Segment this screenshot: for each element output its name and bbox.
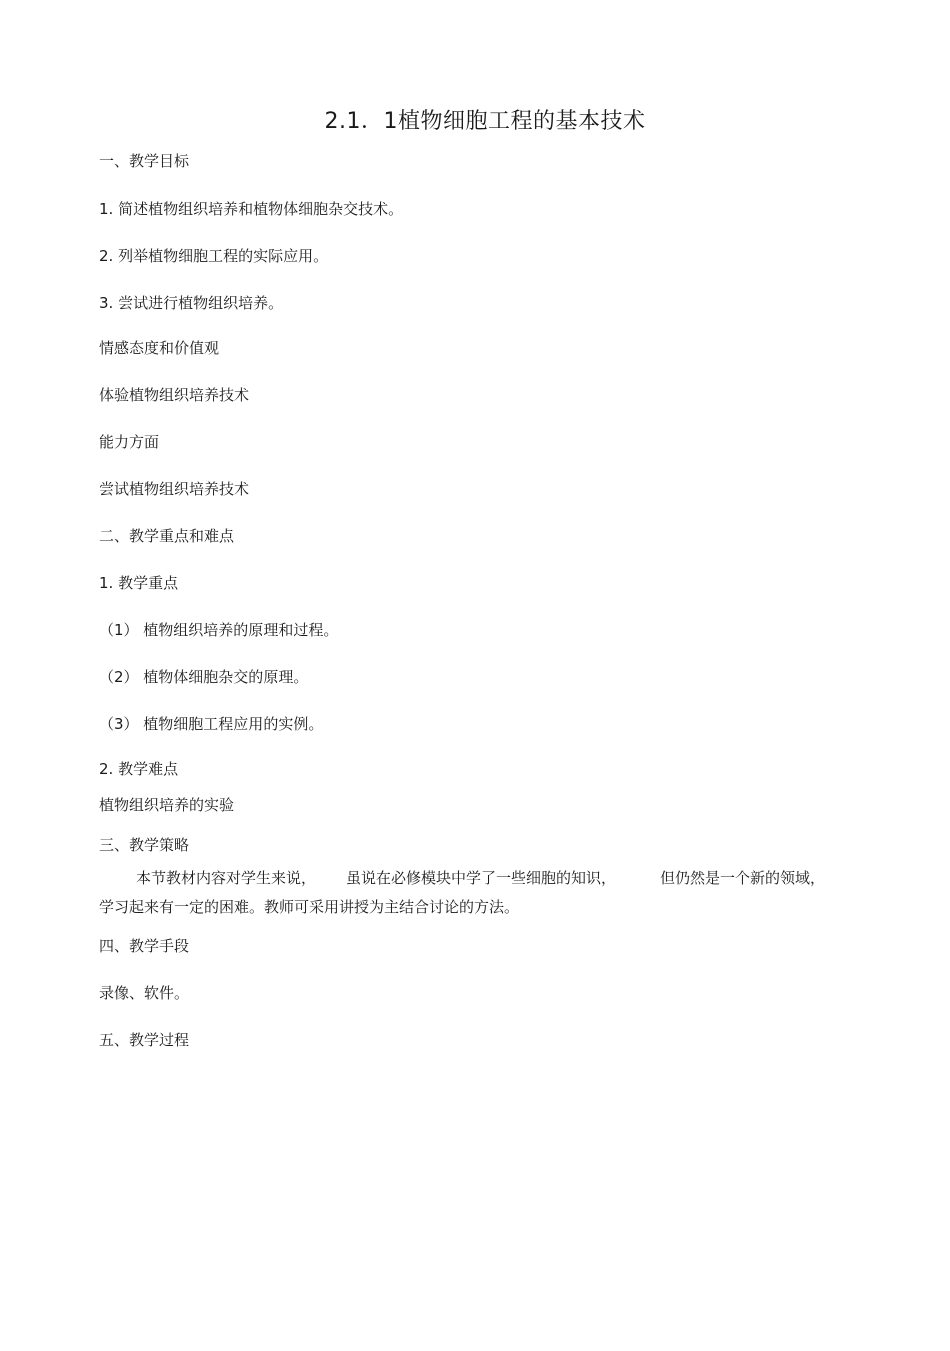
subheading-ability: 能力方面 bbox=[99, 433, 160, 451]
section-heading-means: 四、教学手段 bbox=[99, 937, 190, 955]
key-point-item-2: （2） 植物体细胞杂交的原理。 bbox=[99, 668, 309, 686]
strategy-part-1: 本节教材内容对学生来说， bbox=[136, 869, 317, 887]
objective-item-2: 2. 列举植物细胞工程的实际应用。 bbox=[99, 247, 329, 265]
section-heading-objectives: 一、教学目标 bbox=[99, 152, 190, 170]
strategy-part-3: 但仍然是一个新的领域，学习起来有一定的困难。教师可采用讲授为主结合讨论的方法。 bbox=[99, 869, 826, 916]
section-heading-strategy: 三、教学策略 bbox=[99, 836, 190, 854]
subheading-key-points: 1. 教学重点 bbox=[99, 574, 179, 592]
objective-item-3: 3. 尝试进行植物组织培养。 bbox=[99, 294, 284, 312]
section-heading-key-points: 二、教学重点和难点 bbox=[99, 527, 235, 545]
key-point-item-1: （1） 植物组织培养的原理和过程。 bbox=[99, 621, 339, 639]
section-heading-process: 五、教学过程 bbox=[99, 1031, 190, 1049]
strategy-paragraph bbox=[99, 864, 839, 922]
objective-item-1: 1. 简述植物组织培养和植物体细胞杂交技术。 bbox=[99, 200, 404, 218]
means-text: 录像、软件。 bbox=[99, 984, 190, 1002]
document-title: 2.1．1植物细胞工程的基本技术 bbox=[324, 109, 646, 134]
ability-text: 尝试植物组织培养技术 bbox=[99, 480, 250, 498]
subheading-difficulty: 2. 教学难点 bbox=[99, 760, 179, 778]
key-point-item-3: （3） 植物细胞工程应用的实例。 bbox=[99, 715, 324, 733]
subheading-attitude: 情感态度和价值观 bbox=[99, 339, 220, 357]
difficulty-text: 植物组织培养的实验 bbox=[99, 796, 235, 814]
attitude-text: 体验植物组织培养技术 bbox=[99, 386, 250, 404]
strategy-part-2: 虽说在必修模块中学了一些细胞的知识， bbox=[346, 869, 617, 887]
